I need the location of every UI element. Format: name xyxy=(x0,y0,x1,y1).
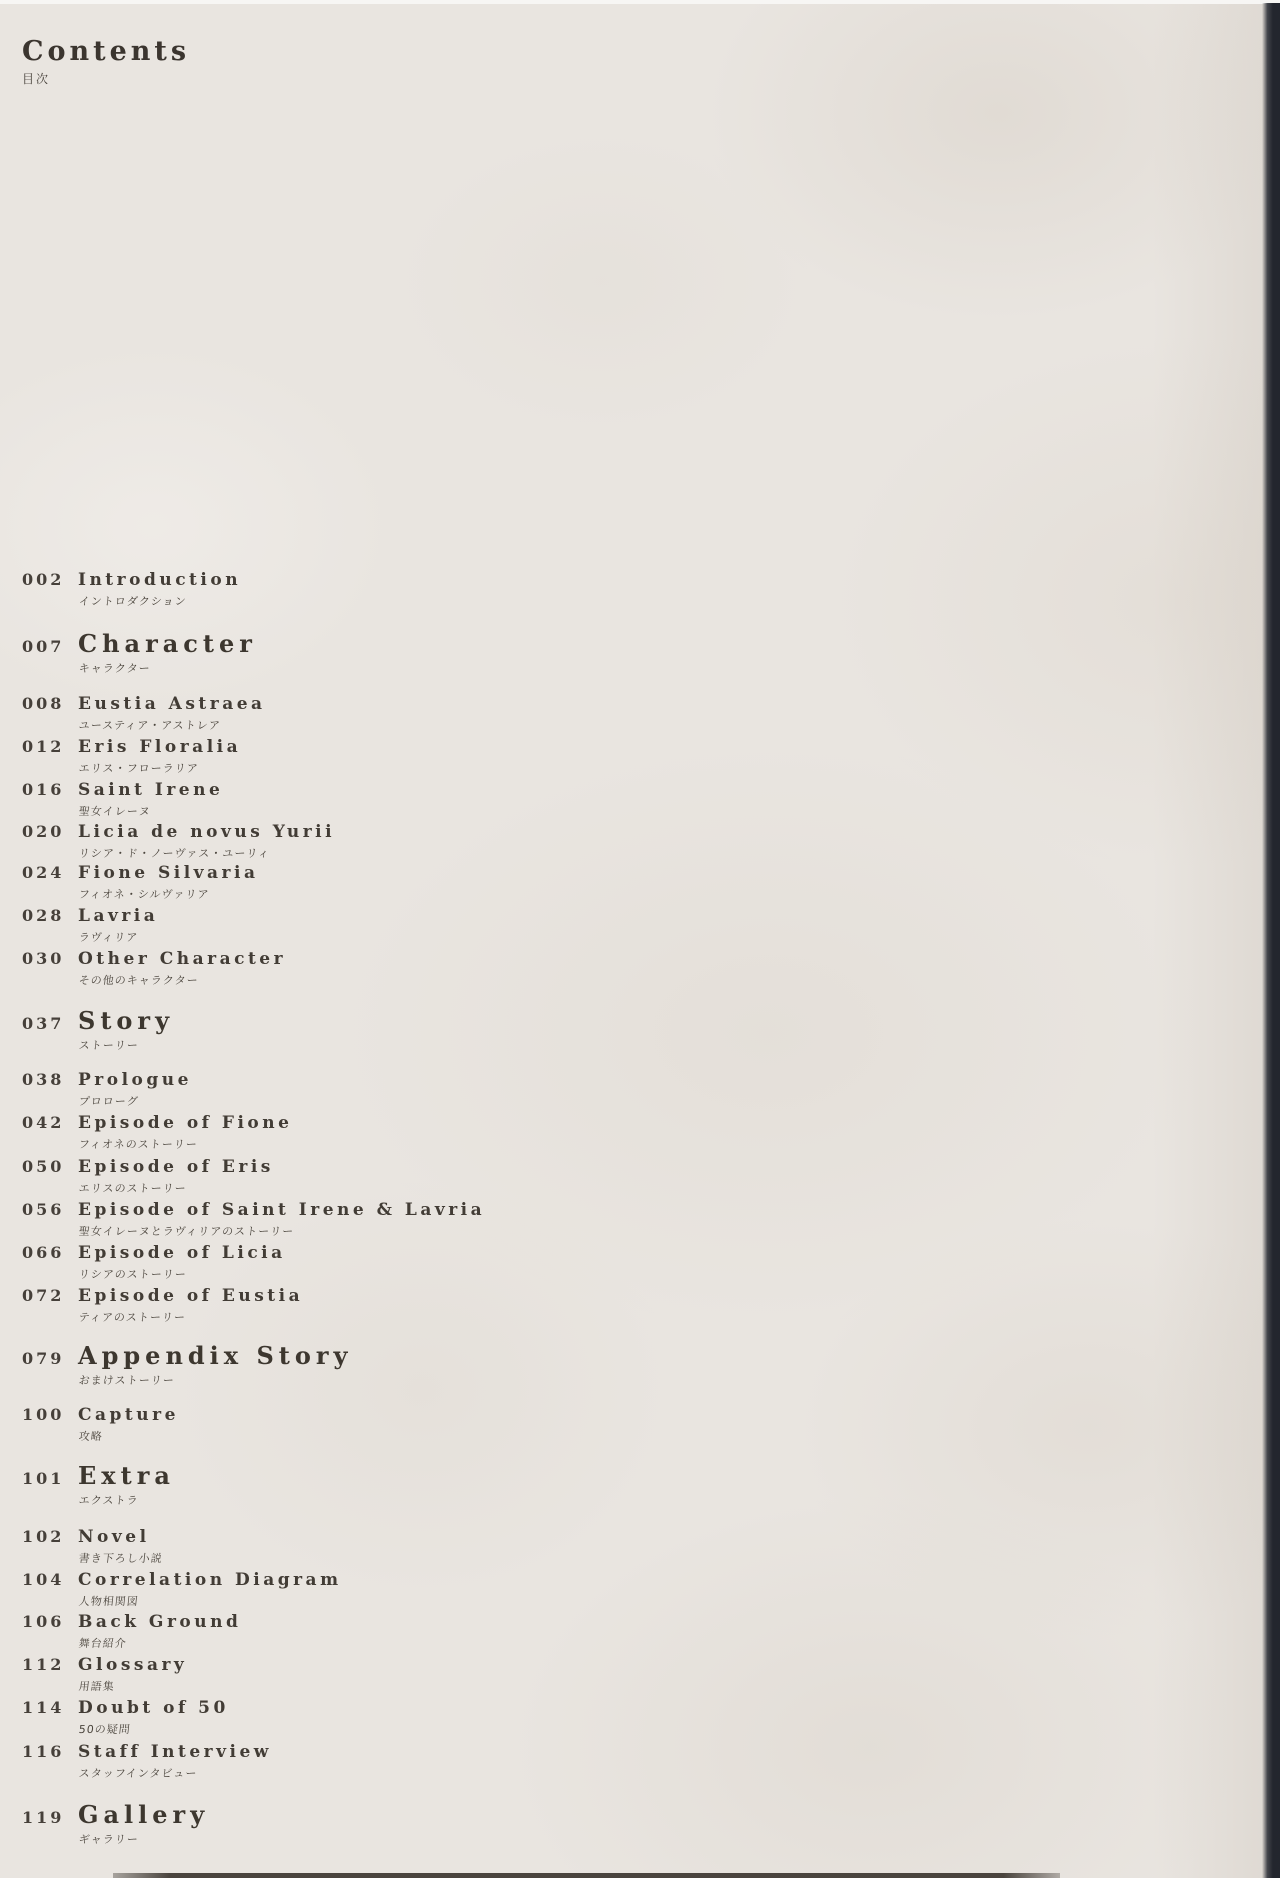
entry-title: Episode of Saint Irene & Lavria xyxy=(78,1200,486,1220)
entry-title: Episode of Eustia xyxy=(78,1286,304,1306)
entry-page-number: 072 xyxy=(22,1286,65,1305)
entry-title: Eris Floralia xyxy=(78,737,242,757)
entry-title: Episode of Fione xyxy=(78,1113,293,1133)
entry-title: Back Ground xyxy=(78,1612,242,1632)
entry-title: Gallery xyxy=(78,1800,210,1829)
toc-entry xyxy=(22,1157,274,1196)
entry-page-number: 038 xyxy=(22,1070,65,1089)
entry-page-number: 119 xyxy=(22,1808,65,1827)
entry-page-number: 112 xyxy=(22,1655,65,1674)
entry-page-number: 030 xyxy=(22,949,65,968)
entry-title: Lavria xyxy=(78,906,159,926)
toc-entry xyxy=(22,1243,286,1282)
toc-entry xyxy=(22,906,158,945)
entry-title: Introduction xyxy=(78,570,242,590)
entry-subtitle: フィオネのストーリー xyxy=(78,1137,199,1151)
entry-page-number: 020 xyxy=(22,822,65,841)
entry-page-number: 002 xyxy=(22,570,65,589)
toc-entry xyxy=(22,737,241,776)
toc-entry-section xyxy=(22,1008,174,1053)
entry-subtitle: フィオネ・シルヴァリア xyxy=(78,887,211,901)
toc-entry xyxy=(22,949,286,988)
entry-title: Eustia Astraea xyxy=(78,694,266,714)
entry-title: Character xyxy=(78,629,257,658)
entry-subtitle: プロローグ xyxy=(78,1094,140,1108)
entry-title: Staff Interview xyxy=(78,1742,272,1762)
entry-title: Doubt of 50 xyxy=(78,1698,229,1718)
entry-page-number: 056 xyxy=(22,1200,65,1219)
toc-entry xyxy=(22,1655,187,1694)
entry-page-number: 037 xyxy=(22,1014,65,1033)
entry-subtitle: エリス・フローラリア xyxy=(78,761,200,775)
entry-title: Glossary xyxy=(78,1655,188,1675)
entry-page-number: 042 xyxy=(22,1113,65,1132)
toc-entry xyxy=(22,1070,192,1109)
entry-page-number: 066 xyxy=(22,1243,65,1262)
entry-subtitle: 書き下ろし小説 xyxy=(78,1551,164,1565)
entry-page-number: 050 xyxy=(22,1157,65,1176)
entry-subtitle: 攻略 xyxy=(78,1429,104,1443)
toc-entry-section xyxy=(22,1802,209,1847)
entry-page-number: 016 xyxy=(22,780,65,799)
entry-subtitle: 聖女イレーヌ xyxy=(78,804,152,818)
entry-title: Appendix Story xyxy=(78,1341,353,1370)
entry-page-number: 012 xyxy=(22,737,65,756)
toc-entry xyxy=(22,1200,485,1239)
scan-edge-right xyxy=(1262,3,1280,1878)
entry-page-number: 079 xyxy=(22,1349,65,1368)
entry-subtitle: ユースティア・アストレア xyxy=(78,718,222,732)
entry-subtitle: ストーリー xyxy=(78,1039,140,1053)
entry-title: Prologue xyxy=(78,1070,192,1090)
entry-page-number: 028 xyxy=(22,906,65,925)
entry-subtitle: リシア・ド・ノーヴァス・ユーリィ xyxy=(78,846,271,860)
entry-subtitle: スタッフインタビュー xyxy=(78,1766,199,1780)
toc-entry xyxy=(22,570,241,609)
toc-entry xyxy=(22,1113,292,1152)
entry-title: Episode of Eris xyxy=(78,1157,274,1177)
entry-page-number: 007 xyxy=(22,637,65,656)
entry-subtitle: ラヴィリア xyxy=(78,930,139,944)
entry-page-number: 024 xyxy=(22,863,65,882)
toc-entry xyxy=(22,1286,303,1325)
toc-entry xyxy=(22,1527,162,1566)
entry-title: Saint Irene xyxy=(78,780,224,800)
page-title: Contents xyxy=(22,36,191,67)
toc-entry xyxy=(22,1698,229,1737)
entry-page-number: 008 xyxy=(22,694,65,713)
entry-subtitle: リシアのストーリー xyxy=(78,1267,188,1281)
scan-edge-top xyxy=(0,0,1280,4)
toc-entry xyxy=(22,822,335,861)
entry-subtitle: ギャラリー xyxy=(78,1833,140,1847)
scan-edge-bottom xyxy=(113,1873,1060,1878)
toc-entry-section xyxy=(22,1463,175,1508)
entry-subtitle: エクストラ xyxy=(78,1494,140,1508)
entry-page-number: 106 xyxy=(22,1612,65,1631)
entry-subtitle: エリスのストーリー xyxy=(78,1181,188,1195)
entry-title: Other Character xyxy=(78,949,287,969)
page-header xyxy=(22,36,190,87)
entry-subtitle: その他のキャラクター xyxy=(78,973,200,987)
entry-title: Capture xyxy=(78,1405,179,1425)
entry-subtitle: おまけストーリー xyxy=(78,1374,176,1388)
entry-subtitle: 舞台紹介 xyxy=(78,1636,128,1650)
entry-subtitle: 人物相関図 xyxy=(78,1594,140,1608)
entry-subtitle: 聖女イレーヌとラヴィリアのストーリー xyxy=(78,1224,295,1238)
toc-entry xyxy=(22,1405,179,1444)
entry-title: Fione Silvaria xyxy=(78,863,259,883)
toc-entry xyxy=(22,863,258,902)
entry-title: Correlation Diagram xyxy=(78,1570,342,1590)
entry-page-number: 101 xyxy=(22,1469,65,1488)
entry-subtitle: 用語集 xyxy=(78,1679,116,1693)
toc-entry xyxy=(22,1570,342,1609)
toc-entry-section xyxy=(22,1343,352,1388)
entry-title: Novel xyxy=(78,1527,150,1547)
entry-subtitle: 50の疑問 xyxy=(78,1722,132,1736)
entry-page-number: 100 xyxy=(22,1405,65,1424)
entry-title: Story xyxy=(78,1006,175,1035)
entry-page-number: 114 xyxy=(22,1698,65,1717)
entry-page-number: 104 xyxy=(22,1570,65,1589)
entry-subtitle: イントロダクション xyxy=(78,594,188,608)
toc-entry xyxy=(22,780,223,819)
toc-entry xyxy=(22,1612,241,1651)
entry-title: Extra xyxy=(78,1461,175,1490)
entry-title: Episode of Licia xyxy=(78,1243,286,1263)
entry-subtitle: ティアのストーリー xyxy=(78,1310,187,1324)
entry-title: Licia de novus Yurii xyxy=(78,822,336,842)
toc-entry-section xyxy=(22,631,257,676)
entry-subtitle: キャラクター xyxy=(78,662,152,676)
toc-entry xyxy=(22,694,266,733)
page-title-japanese: 目次 xyxy=(22,72,51,86)
toc-entry xyxy=(22,1742,272,1781)
entry-page-number: 102 xyxy=(22,1527,65,1546)
entry-page-number: 116 xyxy=(22,1742,65,1761)
